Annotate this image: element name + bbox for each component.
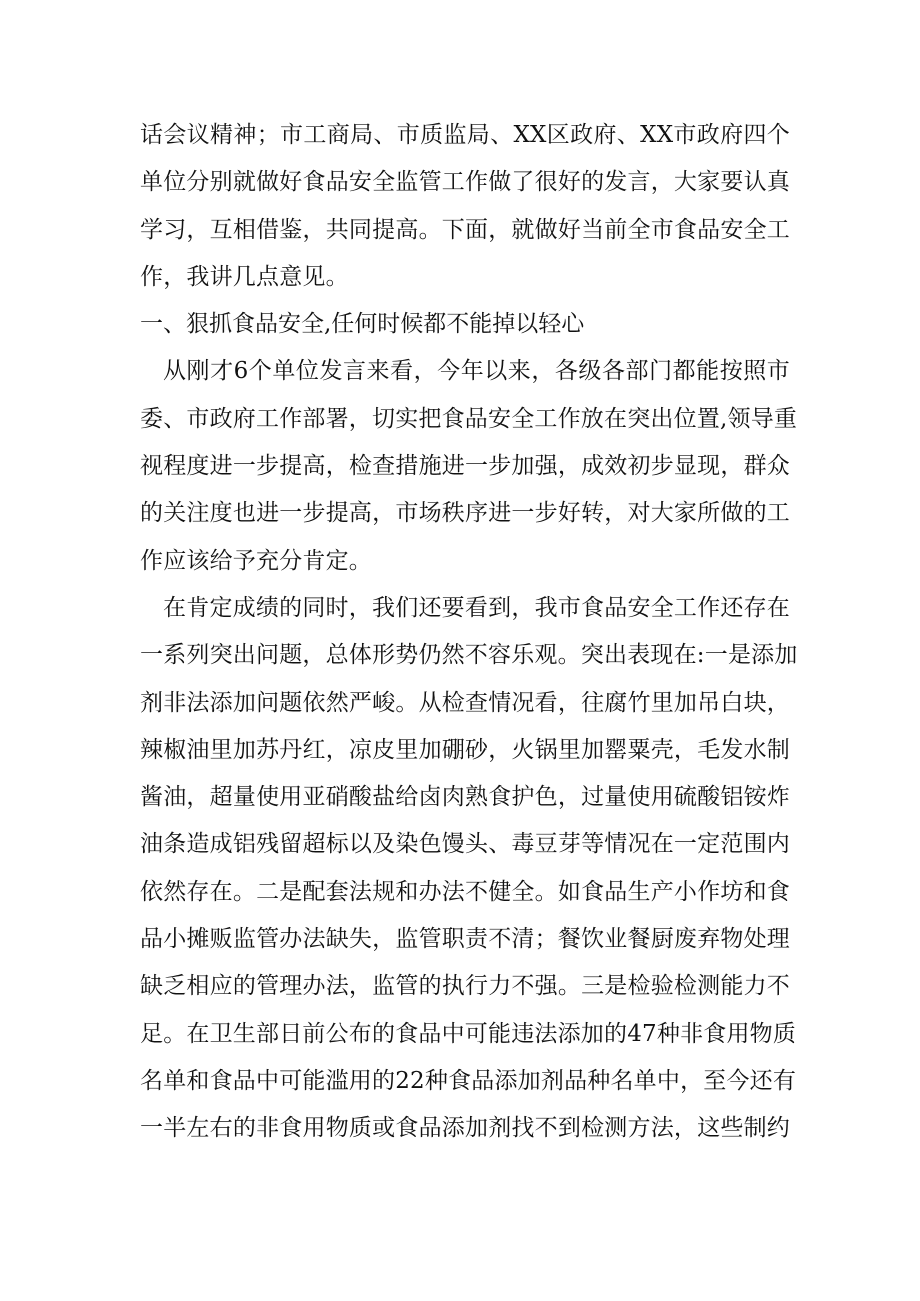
paragraph-3-line: 一半左右的非食用物质或食品添加剂找不到检测方法，这些制约	[140, 1115, 790, 1142]
paragraph-3-line: 品小摊贩监管办法缺失，监管职责不清；餐饮业餐厨废弃物处理	[140, 926, 790, 953]
paragraph-3-line: 在肯定成绩的同时，我们还要看到，我市食品安全工作还存在	[163, 594, 790, 621]
paragraph-3-line: 辣椒油里加苏丹红，凉皮里加硼砂，火锅里加罂粟壳，毛发水制	[140, 736, 790, 763]
paragraph-intro-line: 作，我讲几点意见。	[140, 263, 349, 290]
paragraph-3-line: 依然存在。二是配套法规和办法不健全。如食品生产小作坊和食	[140, 878, 790, 905]
document-body	[140, 112, 798, 1153]
section-heading: 一、狠抓食品安全,任何时候都不能掉以轻心	[140, 311, 585, 338]
paragraph-intro-line: 学习，互相借鉴，共同提高。下面，就做好当前全市食品安全工	[140, 216, 790, 243]
paragraph-2-line: 作应该给予充分肯定。	[140, 547, 372, 574]
paragraph-intro-line: 话会议精神；市工商局、市质监局、XX区政府、XX市政府四个	[140, 122, 790, 148]
paragraph-2-line: 委、市政府工作部署，切实把食品安全工作放在突出位置,领导重	[140, 405, 798, 432]
paragraph-3-line: 一系列突出问题，总体形势仍然不容乐观。突出表现在:一是添加	[140, 642, 798, 669]
paragraph-intro-line: 单位分别就做好食品安全监管工作做了很好的发言，大家要认真	[140, 169, 790, 196]
paragraph-3-line: 缺乏相应的管理办法，监管的执行力不强。三是检验检测能力不	[140, 973, 790, 1000]
paragraph-3-line: 足。在卫生部日前公布的食品中可能违法添加的47种非食用物质	[140, 1020, 797, 1047]
paragraph-3-line: 酱油，超量使用亚硝酸盐给卤肉熟食护色，过量使用硫酸铝铵炸	[140, 784, 790, 811]
paragraph-3-line: 名单和食品中可能滥用的22种食品添加剂品种名单中，至今还有	[140, 1067, 797, 1094]
paragraph-2-line: 的关注度也进一步提高，市场秩序进一步好转，对大家所做的工	[140, 500, 790, 527]
paragraph-2-line: 从刚才6个单位发言来看，今年以来，各级各部门都能按照市	[163, 358, 790, 385]
paragraph-3-line: 油条造成铝残留超标以及染色馒头、毒豆芽等情况在一定范围内	[140, 831, 790, 858]
paragraph-2-line: 视程度进一步提高，检查措施进一步加强，成效初步显现，群众	[140, 453, 790, 480]
paragraph-3-line: 剂非法添加问题依然严峻。从检查情况看，往腐竹里加吊白块，	[140, 689, 790, 716]
